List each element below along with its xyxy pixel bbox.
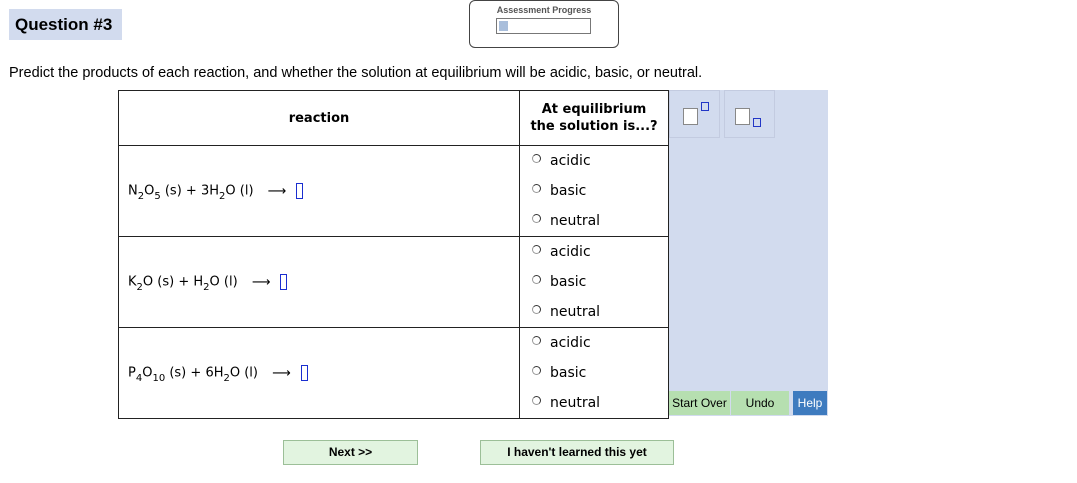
progress-fill — [499, 21, 508, 31]
reactant-coefficient: 3H — [200, 183, 220, 199]
tool-panel — [669, 90, 828, 416]
reaction-column-header: reaction — [119, 91, 520, 146]
reaction-equation — [119, 237, 520, 328]
element-symbol: O — [225, 183, 236, 199]
phase-label: (s) — [169, 365, 187, 381]
product-answer-box[interactable] — [280, 274, 287, 290]
superscript-tool-button[interactable] — [669, 90, 720, 138]
equilibrium-options — [520, 328, 669, 419]
plus-sign: + — [190, 365, 202, 381]
reaction-arrow: ⟶ — [272, 365, 291, 381]
element-symbol: O — [229, 365, 241, 381]
product-answer-box[interactable] — [301, 365, 308, 381]
phase-label: (s) — [157, 274, 175, 290]
reaction-equation — [119, 146, 520, 237]
option-basic[interactable] — [520, 358, 668, 388]
reactant-coefficient: H — [193, 274, 204, 290]
option-label: basic — [550, 365, 587, 381]
reaction-arrow: ⟶ — [267, 183, 287, 199]
equilibrium-header-line1: At equilibrium — [541, 102, 647, 117]
radio-button[interactable] — [532, 245, 541, 254]
option-label: basic — [550, 183, 587, 199]
reaction-arrow: ⟶ — [251, 274, 271, 290]
assessment-progress — [469, 0, 619, 48]
option-acidic[interactable] — [520, 328, 668, 358]
reaction-table — [118, 90, 669, 419]
superscript-icon — [683, 108, 698, 125]
plus-sign: + — [185, 183, 197, 199]
phase-label: (l) — [244, 365, 258, 381]
radio-button[interactable] — [532, 154, 541, 163]
radio-button[interactable] — [532, 336, 541, 345]
option-basic[interactable] — [520, 267, 668, 297]
equilibrium-column-header — [520, 91, 669, 146]
subscript: 10 — [152, 372, 166, 384]
subscript: 2 — [136, 281, 143, 293]
element-symbol: O — [209, 274, 220, 290]
subscript: 5 — [154, 190, 161, 202]
phase-label: (l) — [223, 274, 238, 290]
radio-button[interactable] — [532, 396, 541, 405]
not-learned-button[interactable]: I haven't learned this yet — [480, 440, 674, 465]
element-symbol: O — [142, 274, 154, 290]
subscript-icon — [735, 108, 750, 125]
option-acidic[interactable] — [520, 237, 668, 267]
superscript-box-icon — [701, 102, 709, 111]
next-button[interactable]: Next >> — [283, 440, 418, 465]
option-acidic[interactable] — [520, 146, 668, 176]
option-neutral[interactable] — [520, 297, 668, 327]
option-label: acidic — [550, 335, 591, 351]
radio-button[interactable] — [532, 184, 541, 193]
product-answer-box[interactable] — [296, 183, 303, 199]
radio-button[interactable] — [532, 214, 541, 223]
reaction-row — [119, 237, 669, 328]
option-label: neutral — [550, 395, 601, 411]
radio-button[interactable] — [532, 366, 541, 375]
plus-sign: + — [178, 274, 190, 290]
radio-button[interactable] — [532, 275, 541, 284]
option-neutral[interactable] — [520, 206, 668, 236]
reaction-row — [119, 328, 669, 419]
question-number-label: Question #3 — [9, 9, 122, 40]
reaction-row — [119, 146, 669, 237]
equilibrium-header-line2: the solution is...? — [530, 119, 658, 134]
element-symbol: P — [128, 365, 136, 381]
element-symbol: O — [142, 365, 153, 381]
equilibrium-options — [520, 237, 669, 328]
option-label: neutral — [550, 213, 601, 229]
option-label: neutral — [550, 304, 601, 320]
start-over-button[interactable]: Start Over — [669, 391, 730, 415]
subscript: 2 — [223, 372, 230, 384]
subscript: 2 — [203, 281, 210, 293]
element-symbol: K — [128, 274, 137, 290]
radio-button[interactable] — [532, 305, 541, 314]
option-label: acidic — [550, 244, 591, 260]
option-label: basic — [550, 274, 587, 290]
undo-button[interactable]: Undo — [731, 391, 789, 415]
equilibrium-options — [520, 146, 669, 237]
option-label: acidic — [550, 153, 591, 169]
help-button[interactable]: Help — [793, 391, 827, 415]
question-prompt: Predict the products of each reaction, and whether the solution at equilibrium will be acidic, basic, or neutral. — [9, 65, 703, 81]
subscript-box-icon — [753, 118, 761, 127]
phase-label: (l) — [239, 183, 254, 199]
phase-label: (s) — [164, 183, 182, 199]
option-neutral[interactable] — [520, 388, 668, 418]
option-basic[interactable] — [520, 176, 668, 206]
progress-title: Assessment Progress — [496, 5, 592, 15]
subscript-tool-button[interactable] — [724, 90, 775, 138]
element-symbol: O — [144, 183, 155, 199]
reaction-equation — [119, 328, 520, 419]
reactant-coefficient: 6H — [205, 365, 224, 381]
subscript: 2 — [219, 190, 226, 202]
subscript: 2 — [137, 190, 145, 202]
subscript: 4 — [135, 372, 143, 384]
progress-bar — [496, 18, 591, 34]
element-symbol: N — [128, 183, 138, 199]
